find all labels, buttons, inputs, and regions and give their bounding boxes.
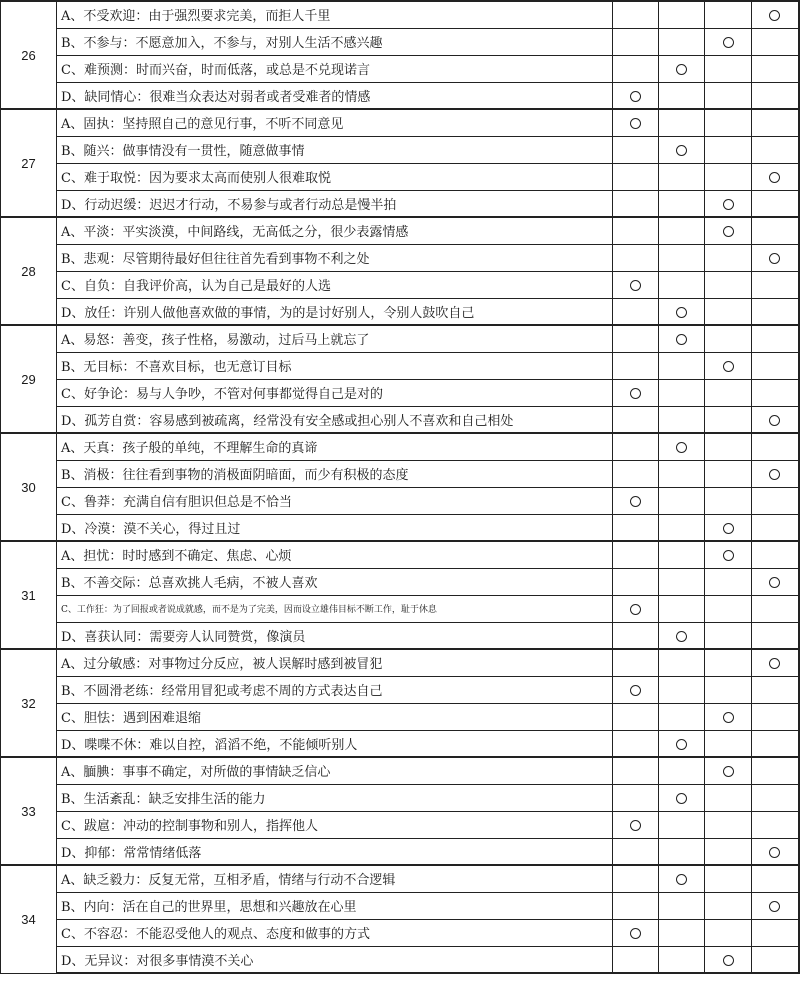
- question-number: 30: [1, 433, 57, 541]
- answer-cell[interactable]: [752, 946, 799, 973]
- option-text: A、平淡：平实淡漠，中间路线，无高低之分，很少表露情感: [57, 217, 613, 244]
- table-row: [1, 109, 799, 136]
- answer-cell[interactable]: [705, 190, 752, 217]
- table-row: [1, 514, 799, 541]
- circle-mark-icon: [676, 307, 687, 318]
- answer-cell[interactable]: [752, 514, 799, 541]
- option-text: B、随兴：做事情没有一贯性，随意做事情: [57, 136, 613, 163]
- answer-cell[interactable]: [613, 757, 659, 784]
- answer-cell[interactable]: [659, 811, 705, 838]
- answer-cell[interactable]: [752, 55, 799, 82]
- option-text: B、不善交际：总喜欢挑人毛病，不被人喜欢: [57, 568, 613, 595]
- circle-mark-icon: [630, 91, 641, 102]
- answer-cell[interactable]: [613, 703, 659, 730]
- answer-cell[interactable]: [613, 352, 659, 379]
- circle-mark-icon: [769, 172, 780, 183]
- answer-cell[interactable]: [659, 946, 705, 973]
- table-row: [1, 595, 799, 622]
- option-text: A、不受欢迎：由于强烈要求完美，而拒人千里: [57, 1, 613, 28]
- option-text: C、工作狂：为了回报或者说成就感，而不是为了完美，因而设立雄伟目标不断工作，耻于休息: [57, 595, 613, 622]
- circle-mark-icon: [630, 496, 641, 507]
- answer-cell[interactable]: [705, 784, 752, 811]
- answer-cell[interactable]: [752, 730, 799, 757]
- option-text: D、抑郁：常常情绪低落: [57, 838, 613, 865]
- question-number: 26: [1, 1, 57, 109]
- answer-cell[interactable]: [705, 730, 752, 757]
- answer-cell[interactable]: [613, 622, 659, 649]
- answer-cell[interactable]: [705, 649, 752, 676]
- circle-mark-icon: [769, 577, 780, 588]
- option-text: C、难于取悦：因为要求太高而使别人很难取悦: [57, 163, 613, 190]
- answer-cell[interactable]: [659, 541, 705, 568]
- answer-cell[interactable]: [705, 244, 752, 271]
- answer-cell[interactable]: [613, 892, 659, 919]
- answer-cell[interactable]: [613, 730, 659, 757]
- circle-mark-icon: [676, 793, 687, 804]
- answer-cell[interactable]: [613, 379, 659, 406]
- answer-cell[interactable]: [613, 217, 659, 244]
- answer-cell[interactable]: [659, 190, 705, 217]
- answer-cell[interactable]: [752, 838, 799, 865]
- circle-mark-icon: [769, 658, 780, 669]
- circle-mark-icon: [723, 37, 734, 48]
- question-number: 29: [1, 325, 57, 433]
- circle-mark-icon: [769, 901, 780, 912]
- circle-mark-icon: [769, 847, 780, 858]
- answer-cell[interactable]: [659, 379, 705, 406]
- answer-cell[interactable]: [613, 676, 659, 703]
- table-row: [1, 649, 799, 676]
- answer-cell[interactable]: [659, 730, 705, 757]
- answer-cell[interactable]: [613, 919, 659, 946]
- option-text: A、缺乏毅力：反复无常，互相矛盾，情绪与行动不合逻辑: [57, 865, 613, 892]
- answer-cell[interactable]: [705, 811, 752, 838]
- circle-mark-icon: [723, 226, 734, 237]
- circle-mark-icon: [630, 820, 641, 831]
- table-row: [1, 946, 799, 973]
- circle-mark-icon: [630, 685, 641, 696]
- answer-cell[interactable]: [752, 568, 799, 595]
- answer-cell[interactable]: [659, 757, 705, 784]
- circle-mark-icon: [676, 442, 687, 453]
- table-row: [1, 865, 799, 892]
- answer-cell[interactable]: [705, 433, 752, 460]
- answer-cell[interactable]: [752, 892, 799, 919]
- table-row: [1, 190, 799, 217]
- option-text: C、好争论：易与人争吵，不管对何事都觉得自己是对的: [57, 379, 613, 406]
- answer-cell[interactable]: [659, 82, 705, 109]
- option-text: D、行动迟缓：迟迟才行动，不易参与或者行动总是慢半拍: [57, 190, 613, 217]
- answer-cell[interactable]: [659, 568, 705, 595]
- answer-cell[interactable]: [659, 622, 705, 649]
- answer-cell[interactable]: [659, 163, 705, 190]
- circle-mark-icon: [723, 955, 734, 966]
- answer-cell[interactable]: [752, 325, 799, 352]
- table-row: [1, 82, 799, 109]
- answer-cell[interactable]: [659, 1, 705, 28]
- circle-mark-icon: [630, 118, 641, 129]
- table-row: [1, 271, 799, 298]
- option-text: B、消极：往往看到事物的消极面阴暗面，而少有积极的态度: [57, 460, 613, 487]
- table-row: [1, 379, 799, 406]
- question-number: 28: [1, 217, 57, 325]
- answer-cell[interactable]: [659, 865, 705, 892]
- option-text: A、过分敏感：对事物过分反应，被人误解时感到被冒犯: [57, 649, 613, 676]
- table-row: [1, 757, 799, 784]
- option-text: C、鲁莽：充满自信有胆识但总是不恰当: [57, 487, 613, 514]
- table-row: [1, 838, 799, 865]
- answer-cell[interactable]: [659, 136, 705, 163]
- table-row: [1, 28, 799, 55]
- option-text: A、固执：坚持照自己的意见行事，不听不同意见: [57, 109, 613, 136]
- table-row: [1, 676, 799, 703]
- answer-cell[interactable]: [659, 406, 705, 433]
- answer-cell[interactable]: [705, 892, 752, 919]
- answer-cell[interactable]: [752, 487, 799, 514]
- answer-cell[interactable]: [752, 919, 799, 946]
- option-text: D、喋喋不休：难以自控，滔滔不绝，不能倾听别人: [57, 730, 613, 757]
- answer-cell[interactable]: [752, 109, 799, 136]
- answer-cell[interactable]: [752, 136, 799, 163]
- answer-cell[interactable]: [659, 676, 705, 703]
- option-text: C、胆怯：遇到困难退缩: [57, 703, 613, 730]
- answer-cell[interactable]: [613, 811, 659, 838]
- answer-cell[interactable]: [752, 379, 799, 406]
- answer-cell[interactable]: [705, 82, 752, 109]
- circle-mark-icon: [676, 64, 687, 75]
- answer-cell[interactable]: [705, 541, 752, 568]
- table-row: [1, 784, 799, 811]
- table-row: [1, 136, 799, 163]
- option-text: B、生活紊乱：缺乏安排生活的能力: [57, 784, 613, 811]
- answer-cell[interactable]: [659, 217, 705, 244]
- answer-cell[interactable]: [613, 271, 659, 298]
- answer-cell[interactable]: [705, 28, 752, 55]
- table-row: [1, 1, 799, 28]
- answer-cell[interactable]: [613, 298, 659, 325]
- circle-mark-icon: [630, 280, 641, 291]
- answer-cell[interactable]: [705, 487, 752, 514]
- answer-cell[interactable]: [752, 28, 799, 55]
- question-number: 33: [1, 757, 57, 865]
- answer-cell[interactable]: [705, 298, 752, 325]
- table-row: [1, 460, 799, 487]
- answer-cell[interactable]: [659, 55, 705, 82]
- option-text: D、喜获认同：需要旁人认同赞赏，像演员: [57, 622, 613, 649]
- answer-cell[interactable]: [705, 271, 752, 298]
- answer-cell[interactable]: [752, 406, 799, 433]
- answer-cell[interactable]: [705, 379, 752, 406]
- answer-cell[interactable]: [752, 163, 799, 190]
- circle-mark-icon: [769, 10, 780, 21]
- circle-mark-icon: [630, 604, 641, 615]
- answer-cell[interactable]: [613, 190, 659, 217]
- option-text: C、跋扈：冲动的控制事物和别人，指挥他人: [57, 811, 613, 838]
- answer-cell[interactable]: [752, 433, 799, 460]
- answer-cell[interactable]: [659, 433, 705, 460]
- circle-mark-icon: [723, 361, 734, 372]
- circle-mark-icon: [676, 874, 687, 885]
- answer-cell[interactable]: [659, 298, 705, 325]
- questionnaire-body: [1, 1, 799, 973]
- circle-mark-icon: [630, 928, 641, 939]
- table-row: [1, 352, 799, 379]
- table-row: [1, 433, 799, 460]
- answer-cell[interactable]: [613, 865, 659, 892]
- table-row: [1, 919, 799, 946]
- answer-cell[interactable]: [659, 595, 705, 622]
- answer-cell[interactable]: [659, 838, 705, 865]
- answer-cell[interactable]: [705, 352, 752, 379]
- option-text: B、无目标：不喜欢目标，也无意订目标: [57, 352, 613, 379]
- answer-cell[interactable]: [613, 568, 659, 595]
- circle-mark-icon: [676, 145, 687, 156]
- answer-cell[interactable]: [659, 784, 705, 811]
- answer-cell[interactable]: [705, 622, 752, 649]
- answer-cell[interactable]: [752, 190, 799, 217]
- answer-cell[interactable]: [752, 865, 799, 892]
- circle-mark-icon: [769, 469, 780, 480]
- answer-cell[interactable]: [659, 325, 705, 352]
- answer-cell[interactable]: [613, 946, 659, 973]
- circle-mark-icon: [723, 199, 734, 210]
- answer-cell[interactable]: [613, 325, 659, 352]
- answer-cell[interactable]: [659, 244, 705, 271]
- option-text: C、自负：自我评价高，认为自己是最好的人选: [57, 271, 613, 298]
- answer-cell[interactable]: [705, 109, 752, 136]
- answer-cell[interactable]: [752, 217, 799, 244]
- option-text: A、担忧：时时感到不确定、焦虑、心烦: [57, 541, 613, 568]
- answer-cell[interactable]: [705, 1, 752, 28]
- answer-cell[interactable]: [752, 352, 799, 379]
- answer-cell[interactable]: [613, 55, 659, 82]
- answer-cell[interactable]: [613, 28, 659, 55]
- answer-cell[interactable]: [613, 514, 659, 541]
- option-text: A、天真：孩子般的单纯，不理解生命的真谛: [57, 433, 613, 460]
- answer-cell[interactable]: [705, 217, 752, 244]
- option-text: D、孤芳自赏：容易感到被疏离，经常没有安全感或担心别人不喜欢和自己相处: [57, 406, 613, 433]
- option-text: C、不容忍：不能忍受他人的观点、态度和做事的方式: [57, 919, 613, 946]
- circle-mark-icon: [769, 415, 780, 426]
- circle-mark-icon: [723, 523, 734, 534]
- table-row: [1, 217, 799, 244]
- answer-cell[interactable]: [659, 892, 705, 919]
- answer-cell[interactable]: [613, 460, 659, 487]
- option-text: B、悲观：尽管期待最好但往往首先看到事物不利之处: [57, 244, 613, 271]
- question-number: 34: [1, 865, 57, 973]
- table-row: [1, 703, 799, 730]
- table-row: [1, 892, 799, 919]
- answer-cell[interactable]: [752, 244, 799, 271]
- table-row: [1, 541, 799, 568]
- answer-cell[interactable]: [613, 82, 659, 109]
- answer-cell[interactable]: [752, 649, 799, 676]
- answer-cell[interactable]: [613, 109, 659, 136]
- answer-cell[interactable]: [613, 244, 659, 271]
- table-row: [1, 568, 799, 595]
- answer-cell[interactable]: [613, 433, 659, 460]
- option-text: A、腼腆：事事不确定，对所做的事情缺乏信心: [57, 757, 613, 784]
- answer-cell[interactable]: [659, 703, 705, 730]
- table-row: [1, 325, 799, 352]
- option-text: B、不圆滑老练：经常用冒犯或考虑不周的方式表达自己: [57, 676, 613, 703]
- circle-mark-icon: [723, 766, 734, 777]
- table-row: [1, 622, 799, 649]
- answer-cell[interactable]: [613, 595, 659, 622]
- answer-cell[interactable]: [659, 271, 705, 298]
- answer-cell[interactable]: [705, 919, 752, 946]
- answer-cell[interactable]: [659, 919, 705, 946]
- circle-mark-icon: [769, 253, 780, 264]
- answer-cell[interactable]: [752, 271, 799, 298]
- option-text: C、难预测：时而兴奋，时而低落，或总是不兑现诺言: [57, 55, 613, 82]
- answer-cell[interactable]: [705, 595, 752, 622]
- answer-cell[interactable]: [705, 568, 752, 595]
- table-row: [1, 730, 799, 757]
- circle-mark-icon: [676, 334, 687, 345]
- answer-cell[interactable]: [752, 595, 799, 622]
- answer-cell[interactable]: [705, 55, 752, 82]
- answer-cell[interactable]: [705, 757, 752, 784]
- answer-cell[interactable]: [752, 541, 799, 568]
- answer-cell[interactable]: [705, 703, 752, 730]
- answer-cell[interactable]: [705, 514, 752, 541]
- answer-cell[interactable]: [752, 703, 799, 730]
- table-row: [1, 811, 799, 838]
- answer-cell[interactable]: [613, 541, 659, 568]
- option-text: B、内向：活在自己的世界里，思想和兴趣放在心里: [57, 892, 613, 919]
- answer-cell[interactable]: [613, 406, 659, 433]
- question-number: 31: [1, 541, 57, 649]
- answer-cell[interactable]: [752, 784, 799, 811]
- circle-mark-icon: [676, 739, 687, 750]
- answer-cell[interactable]: [613, 136, 659, 163]
- answer-cell[interactable]: [752, 298, 799, 325]
- circle-mark-icon: [723, 550, 734, 561]
- answer-cell[interactable]: [659, 28, 705, 55]
- answer-cell[interactable]: [752, 757, 799, 784]
- table-row: [1, 55, 799, 82]
- answer-cell[interactable]: [705, 325, 752, 352]
- option-text: D、缺同情心：很难当众表达对弱者或者受难者的情感: [57, 82, 613, 109]
- table-row: [1, 298, 799, 325]
- answer-cell[interactable]: [659, 487, 705, 514]
- answer-cell[interactable]: [613, 838, 659, 865]
- question-number: 27: [1, 109, 57, 217]
- question-number: 32: [1, 649, 57, 757]
- table-row: [1, 244, 799, 271]
- option-text: D、放任：许别人做他喜欢做的事情，为的是讨好别人，令别人鼓吹自己: [57, 298, 613, 325]
- circle-mark-icon: [630, 388, 641, 399]
- answer-cell[interactable]: [705, 406, 752, 433]
- answer-cell[interactable]: [705, 865, 752, 892]
- answer-cell[interactable]: [752, 82, 799, 109]
- option-text: B、不参与：不愿意加入，不参与，对别人生活不感兴趣: [57, 28, 613, 55]
- answer-cell[interactable]: [705, 838, 752, 865]
- table-row: [1, 163, 799, 190]
- answer-cell[interactable]: [613, 784, 659, 811]
- answer-cell[interactable]: [752, 811, 799, 838]
- circle-mark-icon: [723, 712, 734, 723]
- answer-cell[interactable]: [705, 946, 752, 973]
- answer-cell[interactable]: [613, 163, 659, 190]
- answer-cell[interactable]: [659, 514, 705, 541]
- option-text: D、冷漠：漠不关心，得过且过: [57, 514, 613, 541]
- answer-cell[interactable]: [752, 622, 799, 649]
- answer-cell[interactable]: [659, 460, 705, 487]
- answer-cell[interactable]: [705, 460, 752, 487]
- answer-cell[interactable]: [705, 676, 752, 703]
- answer-cell[interactable]: [752, 676, 799, 703]
- answer-cell[interactable]: [613, 1, 659, 28]
- answer-cell[interactable]: [752, 460, 799, 487]
- answer-cell[interactable]: [705, 163, 752, 190]
- table-row: [1, 487, 799, 514]
- answer-cell[interactable]: [613, 487, 659, 514]
- option-text: D、无异议：对很多事情漠不关心: [57, 946, 613, 973]
- option-text: A、易怒：善变，孩子性格，易激动，过后马上就忘了: [57, 325, 613, 352]
- table-row: [1, 406, 799, 433]
- answer-cell[interactable]: [752, 1, 799, 28]
- answer-cell[interactable]: [659, 352, 705, 379]
- circle-mark-icon: [676, 631, 687, 642]
- answer-cell[interactable]: [659, 649, 705, 676]
- answer-cell[interactable]: [659, 109, 705, 136]
- answer-cell[interactable]: [705, 136, 752, 163]
- answer-cell[interactable]: [613, 649, 659, 676]
